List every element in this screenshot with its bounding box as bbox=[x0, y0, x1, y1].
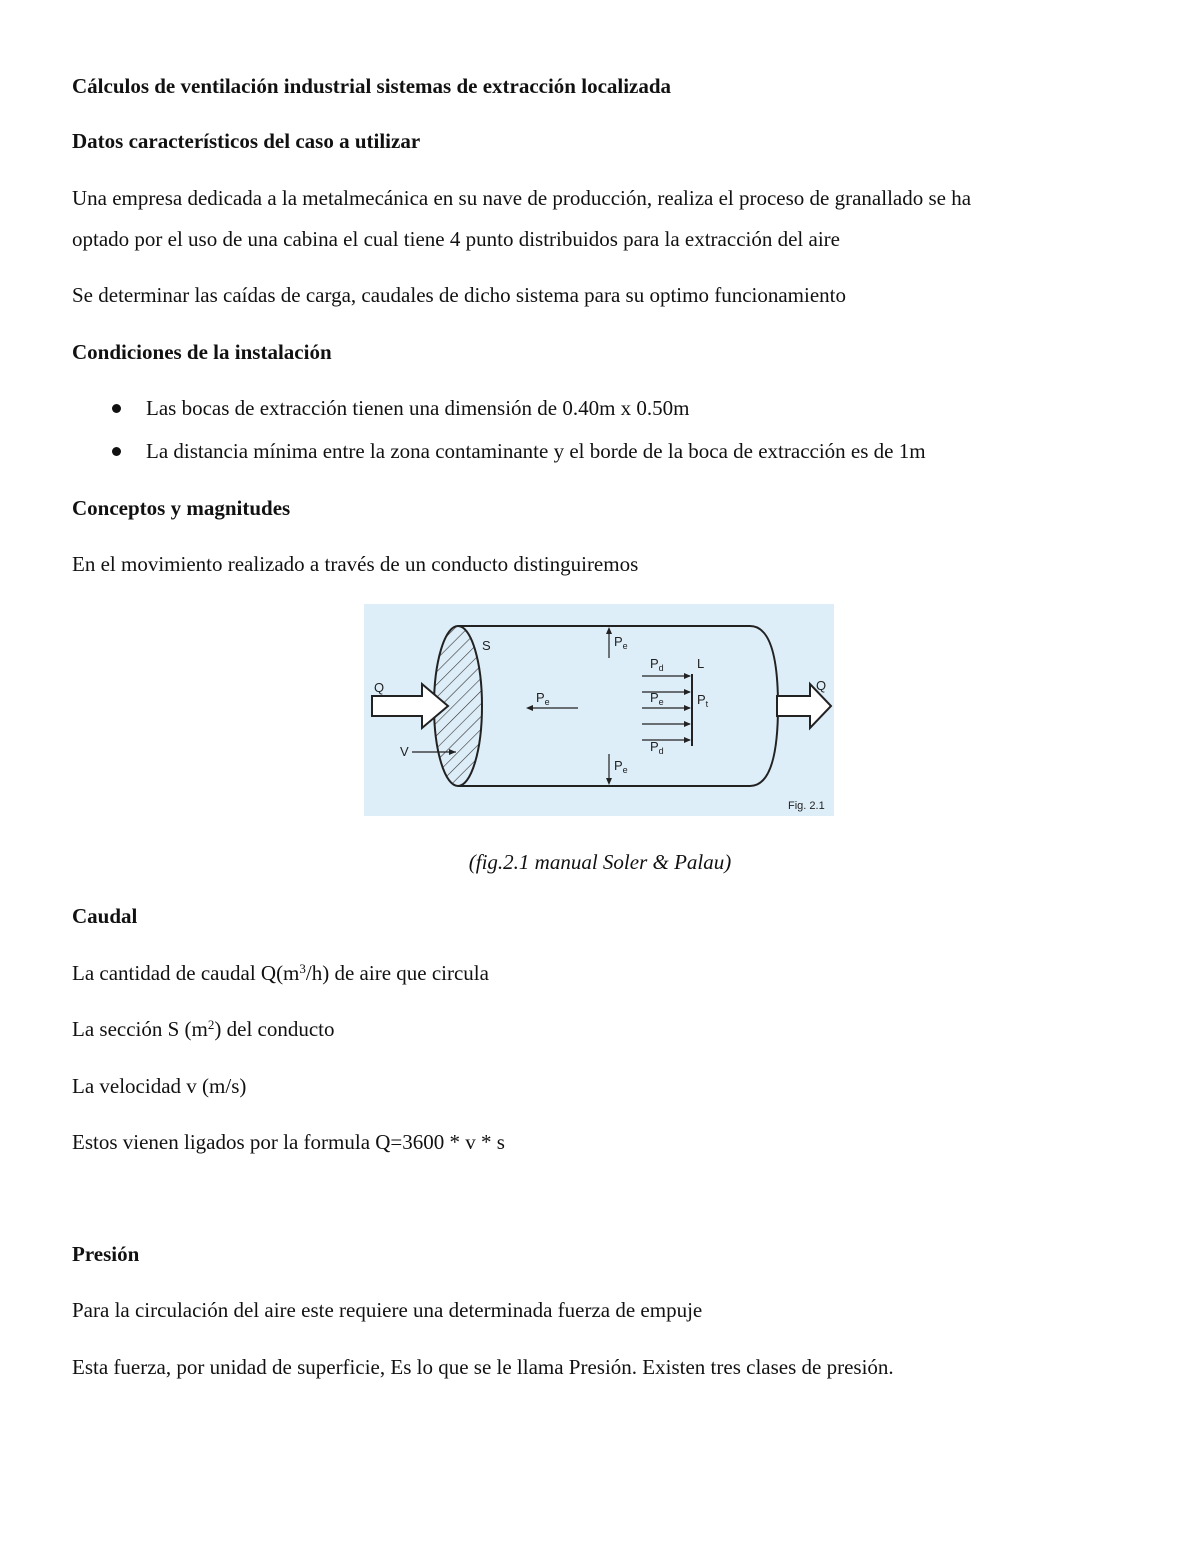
bullet-dot bbox=[112, 404, 121, 413]
paragraph-empresa-line1: Una empresa dedicada a la metalmecánica en su nave de producción, realiza el proceso de granallado se ha bbox=[72, 186, 972, 210]
figure-number-label: Fig. 2.1 bbox=[788, 800, 825, 812]
caudal-q-line: La cantidad de caudal $Q(m^3/h)$ de aire que circula bbox=[72, 961, 489, 985]
paragraph-movimiento: En el movimiento realizado a través de un conducto distinguiremos bbox=[72, 552, 639, 576]
caudal-s-line: La sección S $(m^2)$ del conducto bbox=[72, 1017, 335, 1041]
label-pd-bottom: $P_d$ bbox=[650, 739, 664, 756]
figure-caption: (fig.2.1 manual Soler & Palau) bbox=[468, 850, 732, 874]
label-s: S bbox=[482, 638, 491, 653]
heading-conceptos: Conceptos y magnitudes bbox=[72, 496, 291, 520]
bullet-item-dimension: Las bocas de extracción tienen una dimensión de 0.40m x 0.50m bbox=[146, 396, 690, 420]
document-title: Cálculos de ventilación industrial sistemas de extracción localizada bbox=[72, 74, 672, 98]
heading-caudal: Caudal bbox=[72, 904, 138, 928]
label-pe-bottom: $P_e$ bbox=[614, 758, 628, 775]
heading-condiciones: Condiciones de la instalación bbox=[72, 340, 332, 364]
heading-datos: Datos característicos del caso a utilizar bbox=[72, 129, 421, 153]
bullet-item-distancia: La distancia mínima entre la zona contaminante y el borde de la boca de extracción es de 1m bbox=[146, 439, 926, 463]
duct-figure bbox=[364, 604, 834, 816]
caudal-formula-line: Estos vienen ligados por la formula Q=3600 * v * s bbox=[72, 1130, 505, 1154]
presion-paragraph-2: Esta fuerza, por unidad de superficie, Es lo que se le llama Presión. Existen tres clases de presión. bbox=[72, 1355, 894, 1379]
label-pe-right: $P_e$ bbox=[650, 690, 664, 707]
label-v: V bbox=[400, 744, 409, 759]
caudal-v-line: La velocidad v (m/s) bbox=[72, 1074, 247, 1098]
heading-presion: Presión bbox=[72, 1242, 140, 1266]
label-pe-top: $P_e$ bbox=[614, 634, 628, 651]
label-pd-top: $P_d$ bbox=[650, 656, 664, 673]
presion-paragraph-1: Para la circulación del aire este requiere una determinada fuerza de empuje bbox=[72, 1298, 703, 1322]
label-pt: $P_t$ bbox=[697, 692, 709, 709]
label-q-in: Q bbox=[374, 680, 385, 695]
label-l: L bbox=[697, 656, 705, 671]
label-q-out: Q bbox=[816, 678, 827, 693]
paragraph-empresa-line2: optado por el uso de una cabina el cual tiene 4 punto distribuidos para la extracción del aire bbox=[72, 227, 840, 251]
paragraph-determinar: Se determinar las caídas de carga, caudales de dicho sistema para su optimo funcionamiento bbox=[72, 283, 847, 307]
bullet-dot bbox=[112, 447, 121, 456]
label-pe-center: $P_e$ bbox=[536, 690, 550, 707]
